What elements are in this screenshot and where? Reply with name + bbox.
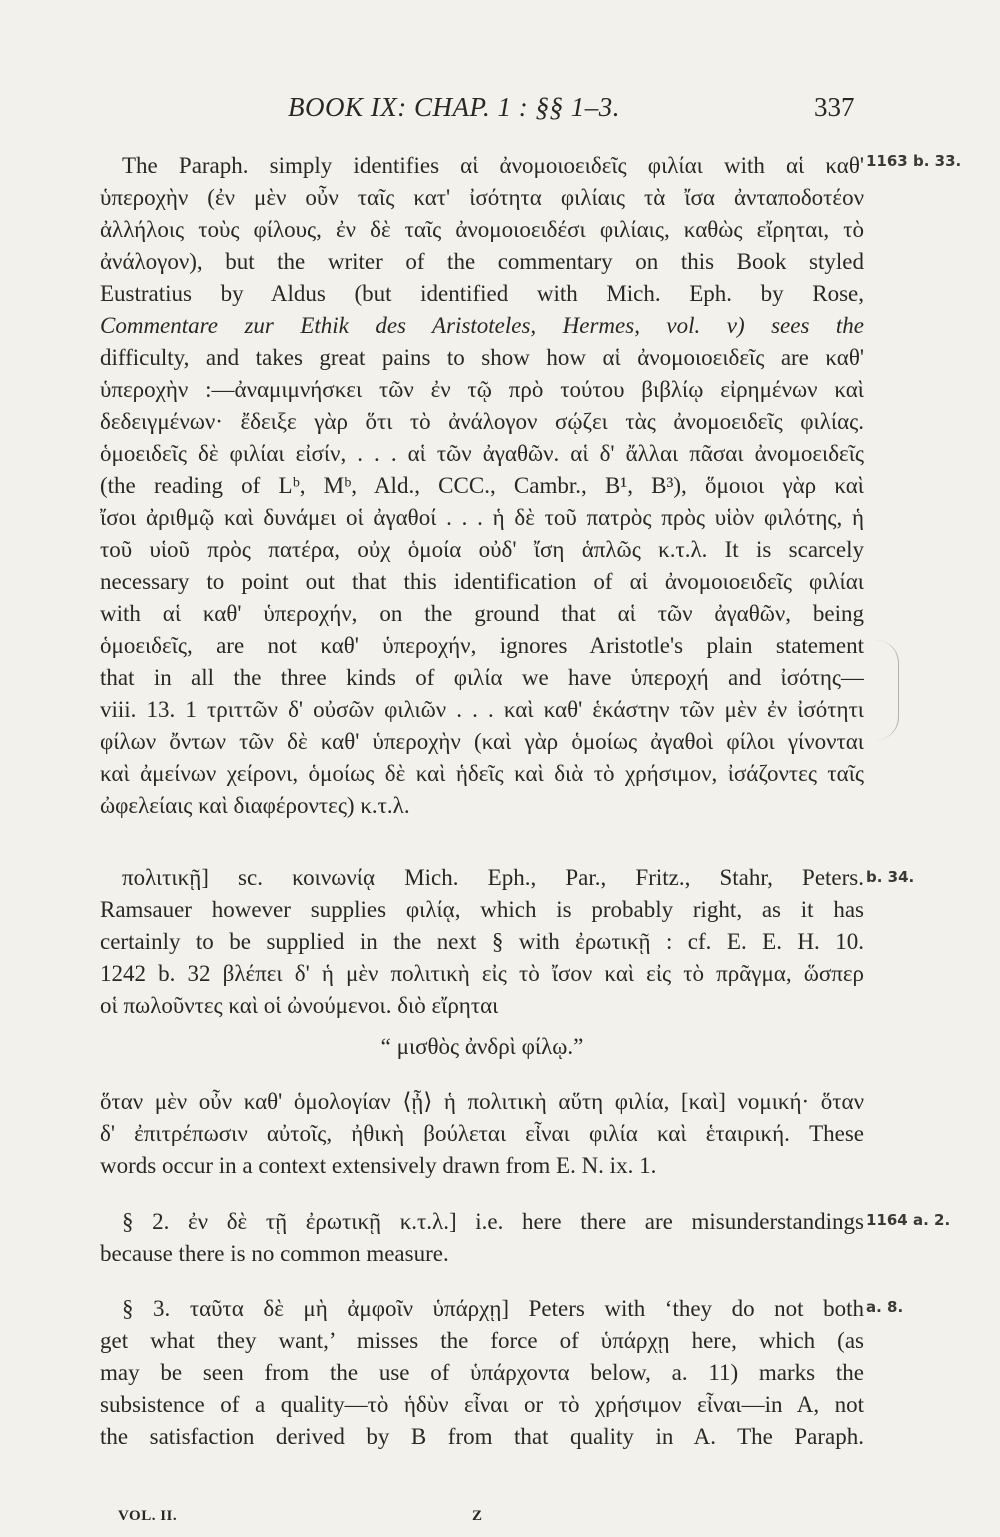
text-line: πολιτικῇ] sc. κοινωνίᾳ Mich. Eph., Par., Fritz., Stahr, Peters. [122, 865, 864, 890]
text-line: The Paraph. simply identifies αἱ ἀνομοιοειδεῖς φιλίαι with αἱ καθ' [122, 153, 864, 178]
text-line: certainly to be supplied in the next § with ἐρωτικῇ : cf. E. E. H. 10. [100, 929, 864, 954]
quote-line: “ μισθὸς ἀνδρὶ φίλῳ.” [380, 1034, 584, 1059]
text-line: with αἱ καθ' ὑπεροχήν, on the ground that αἱ τῶν ἀγαθῶν, being [100, 601, 864, 626]
margin-ref-a8: a. 8. [866, 1298, 904, 1316]
text-line: Ramsauer however supplies φιλίᾳ, which is probably right, as it has [100, 897, 864, 922]
text-line: ὑπεροχὴν :—ἀναμιμνήσκει τῶν ἐν τῷ πρὸ τούτου βιβλίῳ εἰρημένων καὶ [100, 377, 864, 402]
text-line: may be seen from the use of ὑπάρχοντα below, a. 11) marks the [100, 1360, 864, 1385]
text-line: ἀνάλογον), but the writer of the commentary on this Book styled [100, 249, 864, 274]
commentary-paragraph-politike [100, 862, 864, 1022]
text-line: ἴσοι ἀριθμῷ καὶ δυνάμει οἱ ἀγαθοί . . . ἡ δὲ τοῦ πατρὸς πρὸς υἱὸν φιλότης, ἡ [100, 505, 864, 530]
text-line: ὑπεροχὴν (ἐν μὲν οὖν ταῖς κατ' ἰσότητα φιλίαις τὰ ἴσα ἀνταποδοτέον [100, 185, 864, 210]
margin-ref-b34: b. 34. [866, 868, 915, 886]
margin-bracket-mark [876, 640, 899, 740]
verse-quotation [100, 1031, 864, 1063]
commentary-section-2 [100, 1206, 864, 1270]
margin-ref-1164a2: 1164 a. 2. [866, 1211, 951, 1229]
text-line: (the reading of Lᵇ, Mᵇ, Ald., CCC., Cambr., B¹, B³), ὅμοιοι γὰρ καὶ [100, 473, 864, 498]
text-line: ὠφελείαις καὶ διαφέροντες) κ.τ.λ. [100, 793, 410, 818]
commentary-paragraph-continued [100, 1086, 864, 1182]
text-line: § 3. ταῦτα δὲ μὴ ἀμφοῖν ὑπάρχῃ] Peters with ‘they do not both [122, 1296, 864, 1321]
page-number: 337 [814, 92, 855, 122]
text-line: difficulty, and takes great pains to show how αἱ ἀνομοιοειδεῖς are καθ' [100, 345, 864, 370]
page-header [0, 92, 1000, 132]
text-line: ὁμοειδεῖς δὲ φιλίαι εἰσίν, . . . αἱ τῶν ἀγαθῶν. αἱ δ' ἄλλαι πᾶσαι ἀνομοειδεῖς [100, 441, 864, 466]
margin-ref-1163b33: 1163 b. 33. [866, 152, 962, 170]
text-line: ὅταν μὲν οὖν καθ' ὁμολογίαν ⟨ᾖ⟩ ἡ πολιτικὴ αὕτη φιλία, [καὶ] νομική· ὅταν [100, 1089, 864, 1114]
text-line: ὁμοειδεῖς, are not καθ' ὑπεροχήν, ignores Aristotle's plain statement [100, 633, 864, 658]
commentary-paragraph-1 [100, 150, 864, 822]
text-line: that in all the three kinds of φιλία we have ὑπεροχή and ἰσότης— [100, 665, 864, 690]
running-head: BOOK IX: CHAP. 1 : §§ 1–3. [288, 92, 620, 122]
text-line: οἱ πωλοῦντες καὶ οἱ ὠνούμενοι. διὸ εἴρηται [100, 993, 499, 1018]
text-line: Commentare zur Ethik des Aristoteles, Hermes, vol. v) sees the [100, 313, 864, 338]
text-line: ἀλλήλοις τοὺς φίλους, ἐν δὲ ταῖς ἀνομοιοειδέσι φιλίαις, καθὼς εἴρηται, τὸ [100, 217, 864, 242]
text-line: δεδειγμένων· ἔδειξε γὰρ ὅτι τὸ ἀνάλογον σῴζει τὰς ἀνομοειδεῖς φιλίας. [100, 409, 864, 434]
text-line: the satisfaction derived by B from that quality in A. The Paraph. [100, 1424, 864, 1449]
text-line: viii. 13. 1 τριττῶν δ' οὐσῶν φιλιῶν . . . καὶ καθ' ἑκάστην τῶν μὲν ἐν ἰσότητι [100, 697, 864, 722]
commentary-section-3 [100, 1293, 864, 1453]
text-line: δ' ἐπιτρέπωσιν αὐτοῖς, ἠθικὴ βούλεται εἶναι φιλία καὶ ἑταιρική. These [100, 1121, 864, 1146]
sheet-mark: Z [472, 1508, 483, 1524]
text-line: because there is no common measure. [100, 1241, 449, 1266]
text-line: 1242 b. 32 βλέπει δ' ἡ μὲν πολιτικὴ εἰς τὸ ἴσον καὶ εἰς τὸ πρᾶγμα, ὥσπερ [100, 961, 864, 986]
text-line: words occur in a context extensively drawn from E. N. ix. 1. [100, 1153, 657, 1178]
volume-signature: VOL. II. [118, 1508, 178, 1524]
text-line: get what they want,’ misses the force of ὑπάρχῃ here, which (as [100, 1328, 864, 1353]
text-line: τοῦ υἱοῦ πρὸς πατέρα, οὐχ ὁμοία οὐδ' ἴση ἁπλῶς κ.τ.λ. It is scarcely [100, 537, 864, 562]
text-line: subsistence of a quality—τὸ ἡδὺν εἶναι or τὸ χρήσιμον εἶναι—in A, not [100, 1392, 864, 1417]
text-line: necessary to point out that this identification of αἱ ἀνομοιοειδεῖς φιλίαι [100, 569, 864, 594]
text-line: καὶ ἀμείνων χείρονι, ὁμοίως δὲ καὶ ἡδεῖς καὶ διὰ τὸ χρήσιμον, ἰσάζοντες ταῖς [100, 761, 864, 786]
text-line: φίλων ὄντων τῶν δὲ καθ' ὑπεροχὴν (καὶ γὰρ ὁμοίως ἀγαθοὶ φίλοι γίνονται [100, 729, 864, 754]
text-line: Eustratius by Aldus (but identified with Mich. Eph. by Rose, [100, 281, 864, 306]
text-line: § 2. ἐν δὲ τῇ ἐρωτικῇ κ.τ.λ.] i.e. here there are misunderstandings [122, 1209, 864, 1234]
